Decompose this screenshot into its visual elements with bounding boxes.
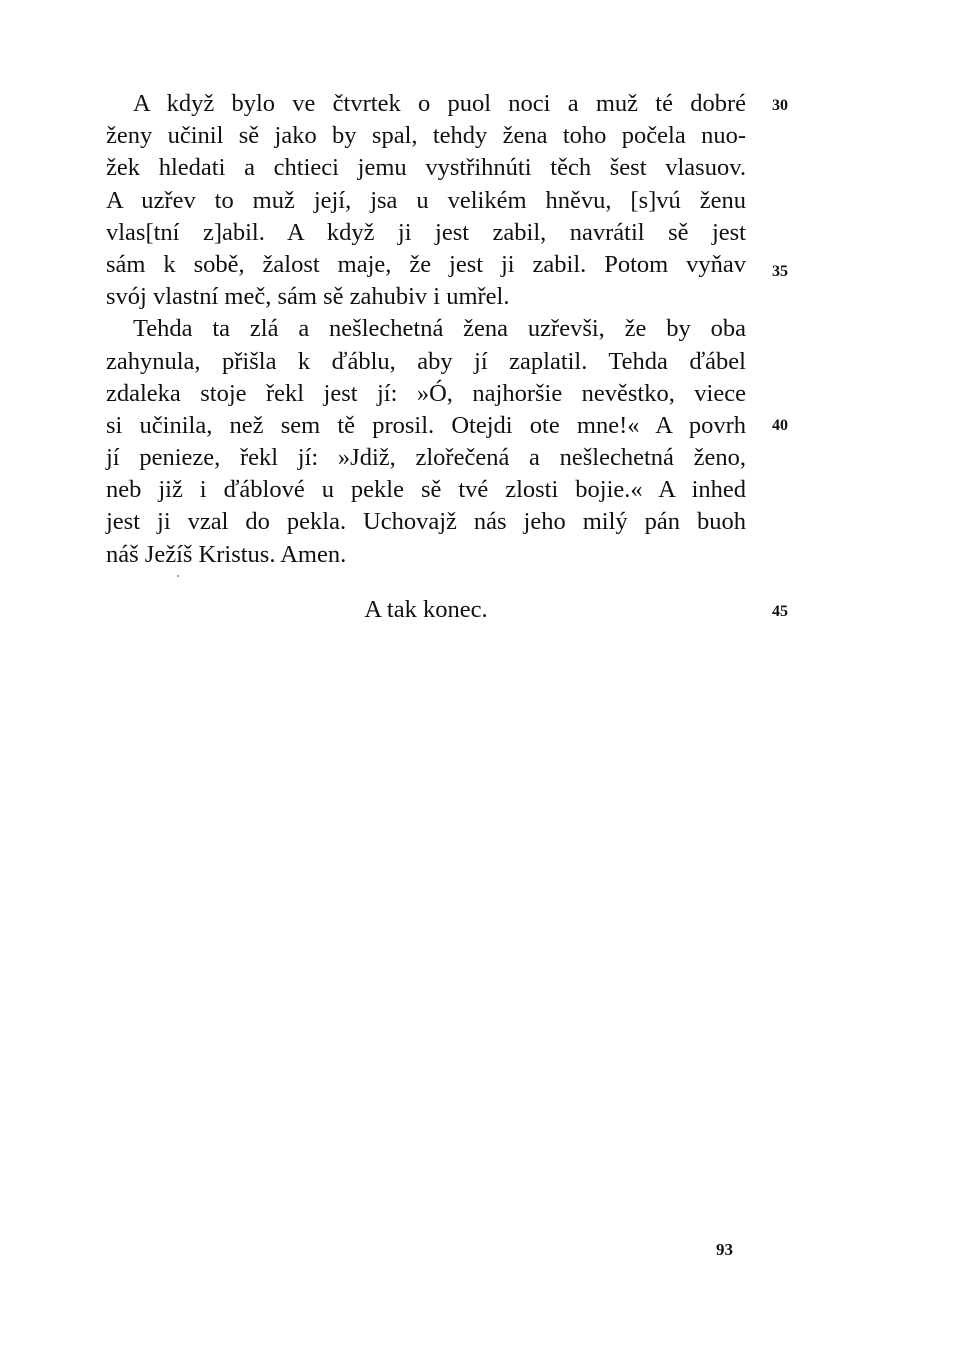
text-line: jí penieze, řekl jí: »Jdiž, zlořečená a nešlechetná ženo, bbox=[106, 444, 746, 472]
text-line: náš Ježíš Kristus. Amen. bbox=[106, 540, 347, 568]
text-line: neb již i ďáblové u pekle sě tvé zlosti bojie.« A inhed bbox=[106, 476, 746, 504]
text-line: vlas[tní z]abil. A když ji jest zabil, navrátil sě jest bbox=[106, 218, 746, 246]
text-line: jest ji vzal do pekla. Uchovajž nás jeho milý pán buoh bbox=[106, 508, 746, 536]
text-line: A uzřev to muž její, jsa u velikém hněvu, [s]vú ženu bbox=[106, 186, 746, 214]
text-line: ženy učinil sě jako by spal, tehdy žena toho počela nuo- bbox=[106, 122, 746, 150]
text-line: žek hledati a chtieci jemu vystřihnúti těch šest vlasuov. bbox=[106, 154, 746, 182]
text-line: zdaleka stoje řekl jest jí: »Ó, najhoršie nevěstko, viece bbox=[106, 379, 746, 407]
line-number-40: 40 bbox=[772, 417, 788, 434]
text-line: si učinila, než sem tě prosil. Otejdi ote mne!« A povrh bbox=[106, 411, 746, 439]
body-text bbox=[106, 88, 746, 571]
line-number-45: 45 bbox=[772, 603, 788, 620]
line-number-30: 30 bbox=[772, 97, 788, 114]
text-line: svój vlastní meč, sám sě zahubiv i umřel. bbox=[106, 283, 510, 311]
line-number-35: 35 bbox=[772, 263, 788, 280]
print-speck bbox=[177, 575, 179, 577]
page-number: 93 bbox=[716, 1240, 733, 1259]
text-line: Tehda ta zlá a nešlechetná žena uzřevši, že by oba bbox=[133, 315, 746, 343]
text-line: sám k sobě, žalost maje, že jest ji zabil. Potom vyňav bbox=[106, 250, 746, 278]
text-line: zahynula, přišla k ďáblu, aby jí zaplatil. Tehda ďábel bbox=[106, 347, 746, 375]
text-line: A když bylo ve čtvrtek o puol noci a muž té dobré bbox=[133, 90, 746, 117]
closing-line: A tak konec. bbox=[364, 596, 488, 623]
